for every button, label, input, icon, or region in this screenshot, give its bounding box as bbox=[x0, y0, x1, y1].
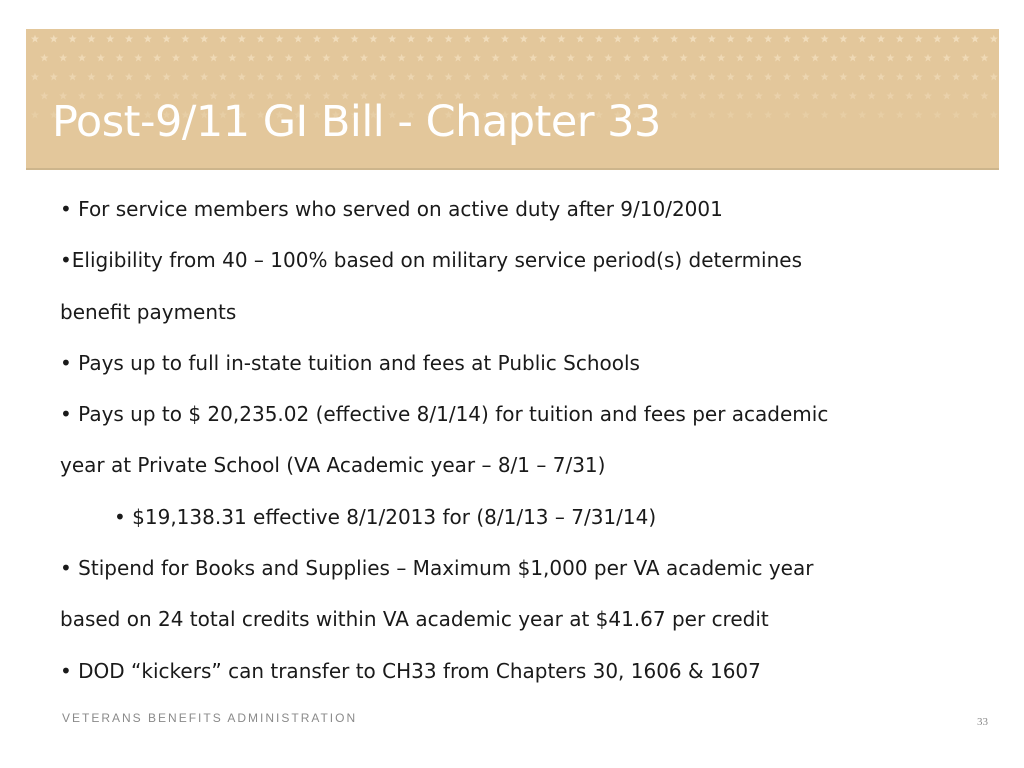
star-icon bbox=[426, 73, 434, 81]
star-icon bbox=[576, 73, 584, 81]
star-icon bbox=[651, 35, 659, 43]
star-icon bbox=[557, 35, 565, 43]
star-icon bbox=[388, 73, 396, 81]
star-icon bbox=[78, 54, 86, 62]
star-icon bbox=[181, 35, 189, 43]
star-icon bbox=[868, 92, 876, 100]
star-icon bbox=[727, 35, 735, 43]
star-icon bbox=[557, 73, 565, 81]
star-icon bbox=[745, 73, 753, 81]
star-icon bbox=[971, 35, 979, 43]
star-icon bbox=[313, 35, 321, 43]
star-icon bbox=[896, 35, 904, 43]
star-icon bbox=[275, 35, 283, 43]
star-icon bbox=[520, 73, 528, 81]
bullet-line: • Pays up to full in-state tuition and fees at Public Schools bbox=[60, 350, 640, 375]
star-icon bbox=[31, 35, 39, 43]
star-icon bbox=[971, 73, 979, 81]
star-icon bbox=[933, 73, 941, 81]
star-icon bbox=[943, 54, 951, 62]
star-icon bbox=[802, 111, 810, 119]
star-icon bbox=[341, 54, 349, 62]
star-icon bbox=[905, 54, 913, 62]
star-icon bbox=[87, 35, 95, 43]
star-icon bbox=[116, 54, 124, 62]
star-icon bbox=[924, 92, 932, 100]
star-icon bbox=[839, 111, 847, 119]
star-icon bbox=[529, 54, 537, 62]
star-icon bbox=[783, 73, 791, 81]
star-icon bbox=[680, 54, 688, 62]
star-icon bbox=[69, 73, 77, 81]
star-icon bbox=[144, 35, 152, 43]
star-icon bbox=[200, 35, 208, 43]
star-icon bbox=[501, 35, 509, 43]
star-icon bbox=[473, 54, 481, 62]
star-icon bbox=[247, 54, 255, 62]
star-icon bbox=[191, 54, 199, 62]
sub-bullet-line: • $19,138.31 effective 8/1/2013 for (8/1/13 – 7/31/14) bbox=[114, 504, 657, 529]
star-icon bbox=[764, 73, 772, 81]
star-icon bbox=[257, 35, 265, 43]
star-icon bbox=[755, 92, 763, 100]
star-icon bbox=[933, 35, 941, 43]
star-icon bbox=[792, 92, 800, 100]
star-icon bbox=[764, 111, 772, 119]
star-icon bbox=[896, 73, 904, 81]
star-icon bbox=[990, 35, 998, 43]
star-icon bbox=[332, 73, 340, 81]
star-icon bbox=[858, 35, 866, 43]
star-icon bbox=[943, 92, 951, 100]
star-icon bbox=[680, 92, 688, 100]
star-icon bbox=[482, 35, 490, 43]
star-icon bbox=[59, 54, 67, 62]
star-icon bbox=[567, 54, 575, 62]
bullet-line: • Pays up to $ 20,235.02 (effective 8/1/14) for tuition and fees per academic bbox=[60, 402, 829, 427]
star-icon bbox=[821, 73, 829, 81]
star-icon bbox=[708, 73, 716, 81]
star-icon bbox=[990, 73, 998, 81]
bullet-line: • For service members who served on active duty after 9/10/2001 bbox=[60, 197, 723, 221]
star-icon bbox=[595, 35, 603, 43]
star-icon bbox=[962, 92, 970, 100]
star-icon bbox=[445, 73, 453, 81]
star-icon bbox=[200, 73, 208, 81]
bullet-line: year at Private School (VA Academic year – 8/1 – 7/31) bbox=[60, 453, 606, 478]
star-icon bbox=[642, 54, 650, 62]
star-icon bbox=[670, 111, 678, 119]
star-icon bbox=[821, 35, 829, 43]
star-icon bbox=[849, 54, 857, 62]
star-icon bbox=[501, 73, 509, 81]
star-icon bbox=[125, 35, 133, 43]
star-icon bbox=[125, 73, 133, 81]
star-icon bbox=[651, 73, 659, 81]
star-icon bbox=[971, 111, 979, 119]
star-icon bbox=[952, 35, 960, 43]
star-icon bbox=[510, 54, 518, 62]
star-icon bbox=[539, 73, 547, 81]
star-icon bbox=[905, 92, 913, 100]
star-icon bbox=[614, 35, 622, 43]
star-icon bbox=[717, 92, 725, 100]
star-icon bbox=[764, 35, 772, 43]
star-icon bbox=[736, 54, 744, 62]
star-icon bbox=[614, 73, 622, 81]
star-icon bbox=[181, 73, 189, 81]
footer-organization: VETERANS BENEFITS ADMINISTRATION bbox=[62, 711, 358, 725]
star-icon bbox=[69, 35, 77, 43]
bullet-line: based on 24 total credits within VA academic year at $41.67 per credit bbox=[60, 607, 769, 632]
star-icon bbox=[745, 35, 753, 43]
bullet-list bbox=[60, 184, 960, 697]
star-icon bbox=[322, 54, 330, 62]
star-icon bbox=[454, 54, 462, 62]
star-icon bbox=[755, 54, 763, 62]
star-icon bbox=[40, 54, 48, 62]
star-icon bbox=[304, 54, 312, 62]
star-icon bbox=[802, 73, 810, 81]
star-icon bbox=[548, 54, 556, 62]
star-icon bbox=[661, 54, 669, 62]
star-icon bbox=[670, 73, 678, 81]
star-icon bbox=[802, 35, 810, 43]
star-icon bbox=[745, 111, 753, 119]
star-icon bbox=[868, 54, 876, 62]
star-icon bbox=[915, 73, 923, 81]
star-icon bbox=[858, 111, 866, 119]
star-icon bbox=[539, 35, 547, 43]
star-icon bbox=[153, 54, 161, 62]
star-icon bbox=[275, 73, 283, 81]
star-icon bbox=[980, 92, 988, 100]
star-icon bbox=[435, 54, 443, 62]
star-icon bbox=[50, 73, 58, 81]
star-icon bbox=[708, 35, 716, 43]
star-icon bbox=[40, 92, 48, 100]
star-icon bbox=[915, 111, 923, 119]
star-icon bbox=[774, 54, 782, 62]
star-icon bbox=[210, 54, 218, 62]
star-icon bbox=[849, 92, 857, 100]
bullet-line: •Eligibility from 40 – 100% based on military service period(s) determines bbox=[60, 248, 803, 273]
star-icon bbox=[87, 73, 95, 81]
star-icon bbox=[689, 35, 697, 43]
star-icon bbox=[219, 73, 227, 81]
star-icon bbox=[811, 92, 819, 100]
star-icon bbox=[369, 35, 377, 43]
star-icon bbox=[463, 35, 471, 43]
star-icon bbox=[106, 35, 114, 43]
star-icon bbox=[294, 35, 302, 43]
bullet-line: • Stipend for Books and Supplies – Maximum $1,000 per VA academic year bbox=[60, 556, 814, 581]
star-icon bbox=[238, 35, 246, 43]
bullet-line: • DOD “kickers” can transfer to CH33 from Chapters 30, 1606 & 1607 bbox=[60, 658, 761, 683]
star-icon bbox=[379, 54, 387, 62]
star-icon bbox=[492, 54, 500, 62]
star-icon bbox=[604, 54, 612, 62]
star-icon bbox=[351, 73, 359, 81]
star-icon bbox=[736, 92, 744, 100]
star-icon bbox=[144, 73, 152, 81]
star-icon bbox=[717, 54, 725, 62]
star-icon bbox=[877, 111, 885, 119]
star-icon bbox=[285, 54, 293, 62]
star-icon bbox=[369, 73, 377, 81]
star-icon bbox=[990, 111, 998, 119]
star-icon bbox=[952, 111, 960, 119]
star-icon bbox=[134, 54, 142, 62]
star-icon bbox=[463, 73, 471, 81]
star-icon bbox=[520, 35, 528, 43]
star-icon bbox=[962, 54, 970, 62]
star-icon bbox=[670, 35, 678, 43]
star-icon bbox=[31, 111, 39, 119]
star-icon bbox=[698, 54, 706, 62]
page-number: 33 bbox=[977, 716, 988, 728]
star-icon bbox=[980, 54, 988, 62]
star-icon bbox=[933, 111, 941, 119]
star-icon bbox=[238, 73, 246, 81]
star-icon bbox=[792, 54, 800, 62]
star-icon bbox=[294, 73, 302, 81]
star-icon bbox=[886, 54, 894, 62]
star-icon bbox=[332, 35, 340, 43]
star-icon bbox=[877, 35, 885, 43]
star-icon bbox=[774, 92, 782, 100]
bullet-line: benefit payments bbox=[60, 299, 237, 324]
star-icon bbox=[633, 35, 641, 43]
star-icon bbox=[915, 35, 923, 43]
star-icon bbox=[623, 54, 631, 62]
star-icon bbox=[811, 54, 819, 62]
star-icon bbox=[708, 111, 716, 119]
star-icon bbox=[924, 54, 932, 62]
star-icon bbox=[886, 92, 894, 100]
star-icon bbox=[219, 35, 227, 43]
star-icon bbox=[689, 111, 697, 119]
star-icon bbox=[313, 73, 321, 81]
star-icon bbox=[50, 35, 58, 43]
star-icon bbox=[586, 54, 594, 62]
star-icon bbox=[398, 54, 406, 62]
star-icon bbox=[360, 54, 368, 62]
star-icon bbox=[576, 35, 584, 43]
star-icon bbox=[858, 73, 866, 81]
star-icon bbox=[821, 111, 829, 119]
star-icon bbox=[106, 73, 114, 81]
star-icon bbox=[172, 54, 180, 62]
star-icon bbox=[351, 35, 359, 43]
star-icon bbox=[839, 73, 847, 81]
star-icon bbox=[727, 73, 735, 81]
star-icon bbox=[426, 35, 434, 43]
star-icon bbox=[633, 73, 641, 81]
star-icon bbox=[727, 111, 735, 119]
star-icon bbox=[407, 35, 415, 43]
star-icon bbox=[952, 73, 960, 81]
star-icon bbox=[266, 54, 274, 62]
star-icon bbox=[228, 54, 236, 62]
star-icon bbox=[163, 73, 171, 81]
star-icon bbox=[783, 111, 791, 119]
star-icon bbox=[698, 92, 706, 100]
star-icon bbox=[783, 35, 791, 43]
star-icon bbox=[896, 111, 904, 119]
star-icon bbox=[388, 35, 396, 43]
star-icon bbox=[482, 73, 490, 81]
star-icon bbox=[31, 73, 39, 81]
star-icon bbox=[407, 73, 415, 81]
star-icon bbox=[445, 35, 453, 43]
star-icon bbox=[830, 92, 838, 100]
star-icon bbox=[416, 54, 424, 62]
banner-divider bbox=[26, 168, 999, 170]
star-icon bbox=[689, 73, 697, 81]
star-icon bbox=[830, 54, 838, 62]
star-icon bbox=[595, 73, 603, 81]
star-icon bbox=[839, 35, 847, 43]
star-icon bbox=[661, 92, 669, 100]
star-icon bbox=[97, 54, 105, 62]
star-icon bbox=[877, 73, 885, 81]
slide-title: Post-9/11 GI Bill - Chapter 33 bbox=[52, 97, 661, 147]
star-icon bbox=[163, 35, 171, 43]
star-icon bbox=[257, 73, 265, 81]
